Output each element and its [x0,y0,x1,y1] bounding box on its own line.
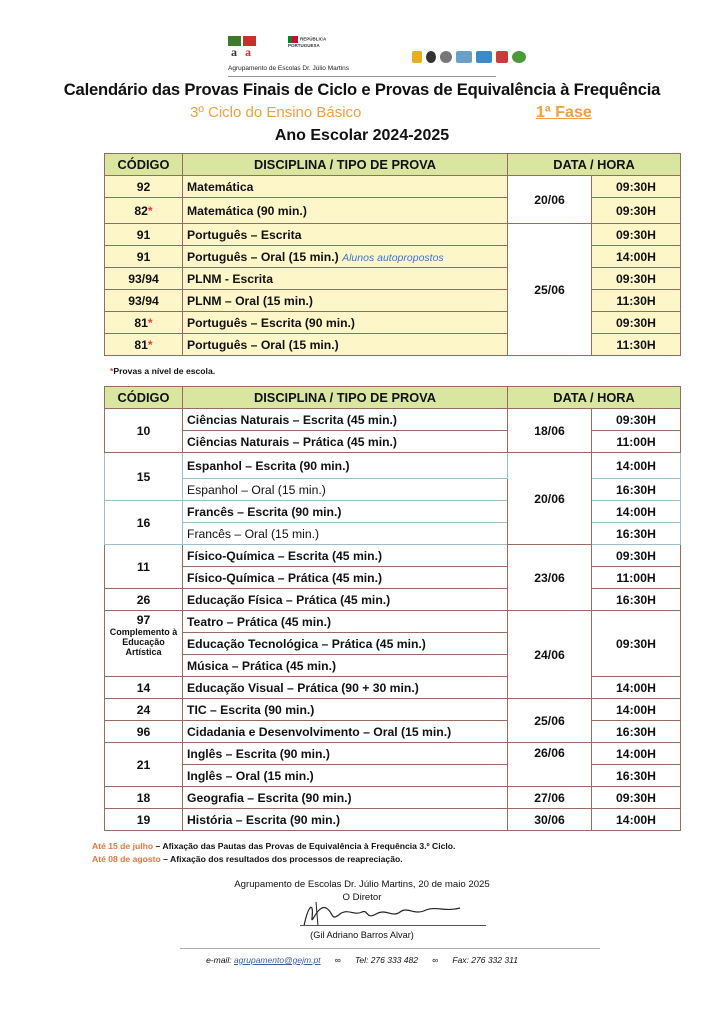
table-cell: 15 [105,453,183,501]
table-cell: Espanhol – Escrita (90 min.) [183,453,508,479]
table-cell: Inglês – Oral (15 min.) [183,765,508,787]
table-cell: 97 Complemento à Educação Artística [105,611,183,677]
table-cell: 91 [105,224,183,246]
table-cell: 10 [105,409,183,453]
table-cell: Matemática (90 min.) [183,198,508,224]
table-cell: 23/06 [508,545,592,611]
table-row [105,721,681,743]
school-level-note: *Provas a nível de escola. [110,366,216,376]
table-cell: 16:30H [592,765,681,787]
table-cell: 81* [105,334,183,356]
table-cell: 24 [105,699,183,721]
signature-role: O Diretor [342,892,382,903]
table-cell: Educação Visual – Prática (90 + 30 min.) [183,677,508,699]
header-disciplina: DISCIPLINA / TIPO DE PROVA [183,154,508,176]
footer-divider [180,948,600,949]
table-cell: 09:30H [592,409,681,431]
table-cell: Educação Tecnológica – Prática (45 min.) [183,633,508,655]
table-row [105,523,681,545]
email-link[interactable]: agrupamento@gejm.pt [233,955,321,965]
table-cell: Geografia – Escrita (90 min.) [183,787,508,809]
table-cell: 09:30H [592,268,681,290]
table-cell: 09:30H [592,198,681,224]
table-cell: 11:00H [592,567,681,589]
header-codigo: CÓDIGO [105,154,183,176]
school-name-small: Agrupamento de Escolas Dr. Júlio Martins [228,65,350,72]
table-row [105,501,681,523]
table-cell: 16 [105,501,183,545]
contact-line: e-mail: agrupamento@gejm.pt ∞ Tel: 276 333 482 ∞ Fax: 276 332 311 [206,955,518,965]
svg-text:a: a [231,45,237,58]
school-logo-icon [228,32,256,58]
table-cell: 18 [105,787,183,809]
table-cell: 82* [105,198,183,224]
table-cell: Educação Física – Prática (45 min.) [183,589,508,611]
phone-number: Tel: 276 333 482 [354,955,418,965]
cycle-subtitle: 3º Ciclo do Ensino Básico [190,104,362,121]
phase-label: 1ª Fase [536,104,592,121]
table-cell: 96 [105,721,183,743]
table-row [105,611,681,633]
table-cell: 14:00H [592,809,681,831]
table-cell: Físico-Química – Prática (45 min.) [183,567,508,589]
table-cell: 14:00H [592,743,681,765]
table-cell: 26 [105,589,183,611]
table-cell: 14:00H [592,677,681,699]
table-row [105,334,681,356]
table-cell: 14:00H [592,699,681,721]
table-header-row [105,387,681,409]
table-cell: História – Escrita (90 min.) [183,809,508,831]
final-exams-table [104,153,681,356]
table-header-row [105,154,681,176]
table-cell: Teatro – Prática (45 min.) [183,611,508,633]
header-divider [228,76,496,77]
svg-text:a: a [245,45,251,58]
table-row [105,176,681,198]
table-cell: 11:00H [592,431,681,453]
table-row [105,589,681,611]
table-cell: Português – Oral (15 min.) [183,334,508,356]
table-row [105,268,681,290]
table-row [105,567,681,589]
table-cell: 09:30H [592,545,681,567]
table-cell: 30/06 [508,809,592,831]
table-row [105,743,681,765]
table-cell: 25/06 [508,699,592,743]
table-cell: 14:00H [592,453,681,479]
table-row [105,545,681,567]
table-row [105,198,681,224]
table-cell: Inglês – Escrita (90 min.) [183,743,508,765]
table-cell: 93/94 [105,290,183,312]
table-cell: 09:30H [592,176,681,198]
table-cell: 14:00H [592,501,681,523]
table-cell: 25/06 [508,224,592,356]
table-cell: Ciências Naturais – Prática (45 min.) [183,431,508,453]
table-cell: 91 [105,246,183,268]
table-row [105,290,681,312]
republica-logo: REPÚBLICA PORTUGUESA [288,36,327,48]
table-cell: 09:30H [592,787,681,809]
table-cell: 11:30H [592,290,681,312]
table-cell: PLNM – Oral (15 min.) [183,290,508,312]
header-data-hora: DATA / HORA [508,154,681,176]
signature-place-date: Agrupamento de Escolas Dr. Júlio Martins, 20 de maio 2025 [234,879,490,890]
footer-note-1: Até 15 de julho – Afixação das Pautas das Provas de Equivalência à Frequência 3.º Ciclo. [92,841,456,851]
table-row [105,246,681,268]
table-row [105,431,681,453]
table-cell: 16:30H [592,589,681,611]
table-cell: 19 [105,809,183,831]
table-cell: Português – Escrita [183,224,508,246]
table-cell: Físico-Química – Escrita (45 min.) [183,545,508,567]
table-cell: 81* [105,312,183,334]
table-cell: 14:00H [592,246,681,268]
table-cell: 11:30H [592,334,681,356]
table-row [105,677,681,699]
table-row [105,765,681,787]
signature-line [300,925,486,926]
table-cell: Português – Escrita (90 min.) [183,312,508,334]
table-cell: 09:30H [592,312,681,334]
table-cell: 18/06 [508,409,592,453]
header-disciplina: DISCIPLINA / TIPO DE PROVA [183,387,508,409]
signature-name: (Gil Adriano Barros Alvar) [310,930,414,940]
table-cell: Ciências Naturais – Escrita (45 min.) [183,409,508,431]
table-cell: 92 [105,176,183,198]
table-row [105,224,681,246]
table-cell: Português – Oral (15 min.) Alunos autopropostos [183,246,508,268]
partner-logos [412,48,530,64]
table-cell: 93/94 [105,268,183,290]
table-cell: 09:30H [592,224,681,246]
table-row [105,699,681,721]
table-row [105,409,681,431]
table-cell: 21 [105,743,183,787]
table-row [105,312,681,334]
table-row [105,479,681,501]
table-cell: 27/06 [508,787,592,809]
table-cell: 09:30H [592,611,681,677]
school-year: Ano Escolar 2024-2025 [274,127,450,144]
table-cell: PLNM - Escrita [183,268,508,290]
table-row [105,809,681,831]
page-title: Calendário das Provas Finais de Ciclo e Provas de Equivalência à Frequência [63,80,661,99]
table-row [105,787,681,809]
table-cell: Espanhol – Oral (15 min.) [183,479,508,501]
table-cell: 20/06 [508,176,592,224]
table-cell: Francês – Oral (15 min.) [183,523,508,545]
footer-note-2: Até 08 de agosto – Afixação dos resultados dos processos de reapreciação. [92,854,403,864]
header-data-hora: DATA / HORA [508,387,681,409]
table-cell: 26/06 [508,743,592,787]
table-cell: 24/06 [508,611,592,699]
equivalence-exams-table [104,386,681,831]
table-row [105,453,681,479]
table-cell: Cidadania e Desenvolvimento – Oral (15 min.) [183,721,508,743]
header-codigo: CÓDIGO [105,387,183,409]
table-cell: 20/06 [508,453,592,545]
table-cell: 16:30H [592,523,681,545]
table-cell: 11 [105,545,183,589]
table-cell: 14 [105,677,183,699]
table-cell: 16:30H [592,479,681,501]
table-cell: Matemática [183,176,508,198]
header-logos [0,26,724,78]
table-cell: Música – Prática (45 min.) [183,655,508,677]
table-cell: TIC – Escrita (90 min.) [183,699,508,721]
table-cell: Francês – Escrita (90 min.) [183,501,508,523]
table-cell: 16:30H [592,721,681,743]
fax-number: Fax: 276 332 311 [452,955,518,965]
